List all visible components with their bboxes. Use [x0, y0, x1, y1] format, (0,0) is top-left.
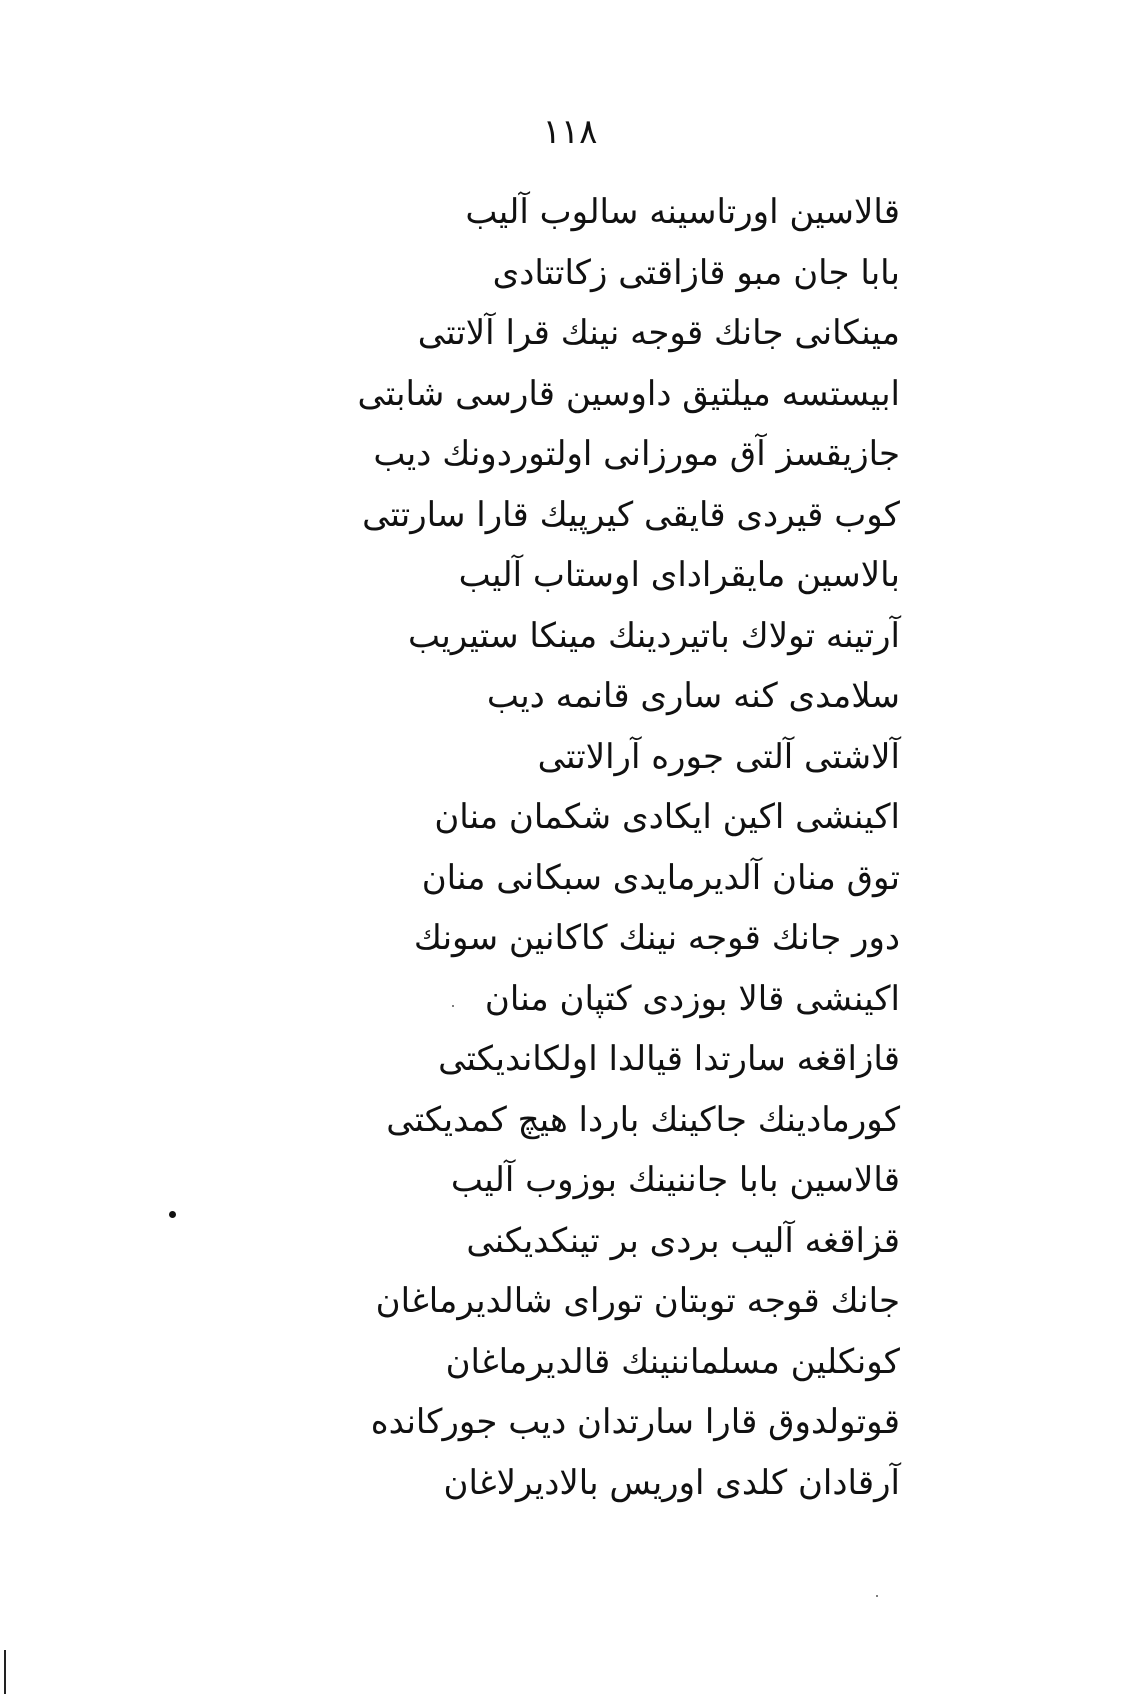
poem-line: جازيقسز آق مورزانى اولتوردونك ديب	[373, 434, 900, 474]
poem-text	[340, 182, 900, 1513]
scan-edge-mark	[4, 1650, 6, 1694]
poem-line: آرقادان كلدى اوريس بالاديرلاغان	[443, 1462, 900, 1503]
poem-line: آلاشتى آلتى جوره آرالاتتى	[537, 736, 900, 777]
poem-line: كورمادينك جاكينك باردا هيچ كمديكتى	[386, 1099, 900, 1140]
poem-line: قالاسين اورتاسينه سالوب آليب	[465, 192, 900, 232]
poem-line: قزاقغه آليب بردى بر تينكديكنى	[466, 1220, 900, 1261]
page-number: ١١٨	[542, 112, 598, 152]
poem-line: آرتينه تولاك باتيردينك مينكا ستيريب	[407, 615, 900, 656]
poem-line: بابا جان مبو قازاقتى زكاتتادى	[492, 252, 900, 293]
poem-line: كوب قيردى قايقى كيرپيك قارا سارتتى	[362, 494, 900, 535]
poem-line: جانك قوجه توبتان توراى شالديرماغان	[375, 1281, 900, 1321]
ink-speck	[876, 1595, 878, 1597]
poem-line: سلامدى كنه سارى قانمه ديب	[486, 676, 900, 716]
ink-speck	[452, 1005, 454, 1007]
poem-line: ابيستسه ميلتيق داوسين قارسى شابتى	[357, 373, 900, 414]
poem-line: قوتولدوق قارا سارتدان ديب جوركانده	[370, 1402, 900, 1442]
poem-line: دور جانك قوجه نينك كاكانين سونك	[413, 918, 900, 958]
poem-line: كونكلين مسلماننينك قالديرماغان	[445, 1341, 900, 1382]
poem-line: توق منان آلديرمايدى سبكانى منان	[421, 857, 900, 898]
ink-dot	[169, 1211, 176, 1218]
poem-line: اكينشى قالا بوزدى كتپان منان	[484, 978, 900, 1019]
poem-line: قالاسين بابا جاننينك بوزوب آليب	[450, 1160, 900, 1200]
poem-line: مينكانى جانك قوجه نينك قرا آلاتتى	[417, 313, 900, 353]
poem-line: قازاقغه سارتدا قيالدا اولكانديكتى	[438, 1039, 900, 1079]
poem-line: بالاسين مايقراداى اوستاب آليب	[458, 555, 900, 595]
poem-line: اكينشى اكين ايكادى شكمان منان	[434, 797, 900, 837]
